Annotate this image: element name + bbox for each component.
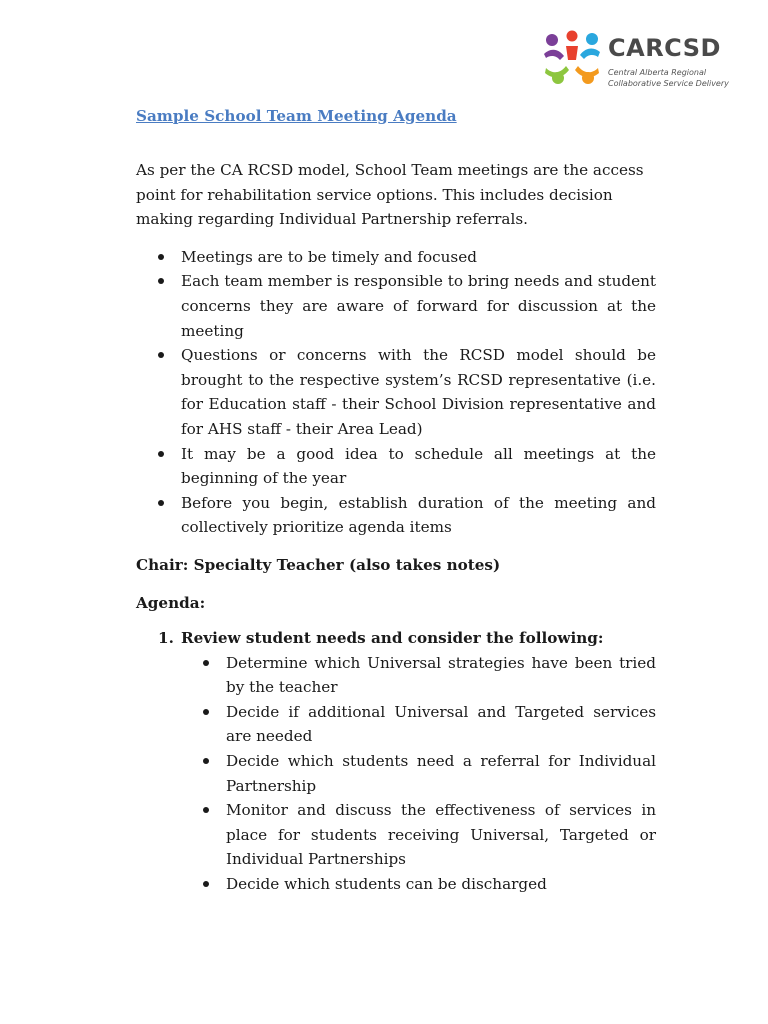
list-item-text: It may be a good idea to schedule all meetings at the beginning of the year	[181, 444, 656, 488]
list-item-text: Each team member is responsible to bring needs and student concerns they are aware of forward for discussion at the meeting	[181, 272, 656, 340]
bullet-icon	[203, 881, 209, 887]
list-item	[136, 491, 656, 540]
list-item	[136, 343, 656, 441]
bullet-icon	[203, 709, 209, 715]
document-body	[136, 104, 656, 897]
agenda-sub-list	[181, 651, 656, 897]
bullet-icon	[158, 254, 164, 260]
bullet-icon	[203, 807, 209, 813]
chair-line: Chair: Specialty Teacher (also takes notes)	[136, 555, 501, 574]
bullet-icon	[158, 352, 164, 358]
logo-subtitle-line1: Central Alberta Regional	[608, 68, 707, 77]
list-item-text: Questions or concerns with the RCSD model should be brought to the respective system’s RCSD representative (i.e. for Education staff - their School Division representative and for AHS staff - their Area Lead)	[181, 346, 656, 438]
bullet-icon	[203, 758, 209, 764]
list-item	[181, 700, 656, 749]
list-item-text: Determine which Universal strategies have been tried by the teacher	[226, 653, 656, 697]
list-item	[136, 269, 656, 343]
bullet-icon	[158, 278, 164, 284]
agenda-item-title: Review student needs and consider the following:	[181, 629, 604, 648]
logo-subtitle-line2: Collaborative Service Delivery	[608, 79, 729, 88]
document-title: Sample School Team Meeting Agenda	[136, 107, 457, 125]
list-item	[181, 798, 656, 872]
logo-subtitle	[608, 67, 748, 89]
logo-title: CARCSD	[608, 34, 721, 62]
agenda-list	[136, 626, 656, 897]
list-item-text: Decide if additional Universal and Targeted services are needed	[226, 702, 656, 746]
list-item	[136, 442, 656, 491]
agenda-heading: Agenda:	[136, 593, 206, 612]
list-item-text: Decide which students can be discharged	[226, 875, 547, 894]
list-item	[181, 749, 656, 798]
list-item-text: Meetings are to be timely and focused	[181, 247, 477, 266]
bullet-icon	[158, 500, 164, 506]
list-item-text: Monitor and discuss the effectiveness of services in place for students receiving Universal, Targeted or Individual Partnerships	[226, 801, 656, 869]
intro-paragraph: As per the CA RCSD model, School Team meetings are the access point for rehabilitation service options. This includes decision making regarding Individual Partnership referrals.	[136, 161, 644, 229]
list-item	[181, 872, 656, 897]
carcsd-logo-mark-icon	[542, 28, 602, 90]
agenda-item-number: 1.	[158, 629, 174, 648]
list-item	[181, 651, 656, 700]
list-item-text: Decide which students need a referral for Individual Partnership	[226, 752, 656, 795]
bullet-icon	[158, 451, 164, 457]
bullet-icon	[203, 660, 209, 666]
agenda-item	[136, 626, 656, 897]
carcsd-logo	[542, 28, 742, 92]
list-item-text: Before you begin, establish duration of the meeting and collectively prioritize agenda items	[181, 493, 656, 537]
list-item	[136, 245, 656, 270]
guidelines-list	[136, 245, 656, 540]
